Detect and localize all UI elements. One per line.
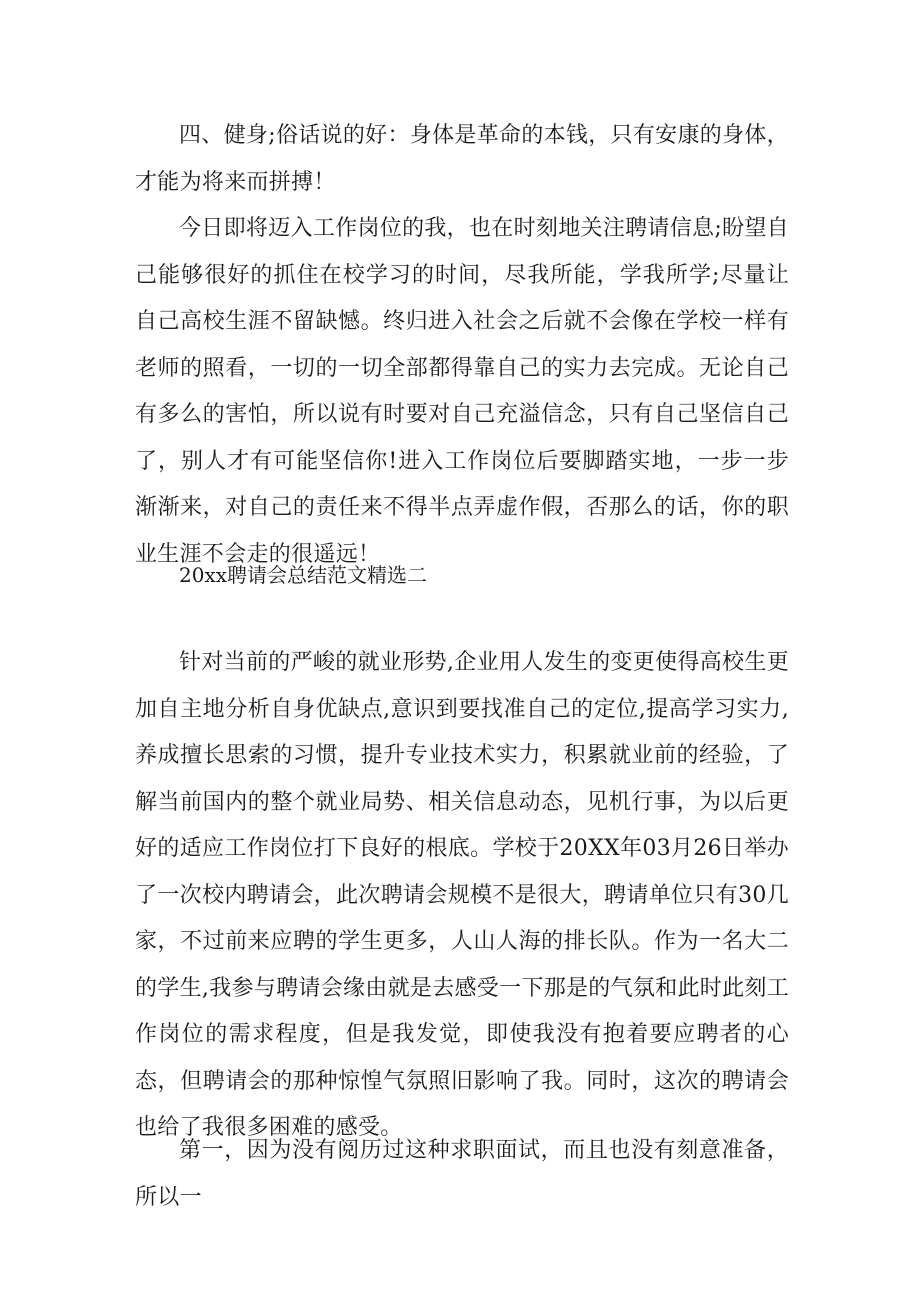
paragraph-job-preparation: 今日即将迈入工作岗位的我，也在时刻地关注聘请信息;盼望自己能够很好的抓住在校学习的时间，尽我所能，学我所学;尽量让自己高校生涯不留缺憾。终归进入社会之后就不会像在学校一样有老师的照看，一切的一切全部都得靠自己的实力去完成。无论自己有多么的害怕，所以说有时要对自己充溢信念，只有自己坚信自己了，别人才有可能坚信你!进入工作岗位后要脚踏实地，一步一步渐渐来，对自己的责任来不得半点弄虚作假，否那么的话，你的职业生涯不会走的很遥远！: [135, 216, 789, 567]
paragraph-first-point: 第一，因为没有阅历过这种求职面试，而且也没有刻意准备，所以一: [135, 1138, 789, 1210]
section-title: 20xx聘请会总结范文精选二: [179, 563, 428, 587]
paragraph-fitness: 四、健身;俗话说的好：身体是革命的本钱，只有安康的身体，才能为将来而拼搏！: [135, 123, 789, 195]
paragraph-job-fair-summary: 针对当前的严峻的就业形势,企业用人发生的变更使得高校生更加自主地分析自身优缺点,意识到要找准自己的定位,提高学习实力,养成擅长思索的习惯，提升专业技术实力，积累就业前的经验，了解当前国内的整个就业局势、相关信息动态，见机行事，为以后更好的适应工作岗位打下良好的根底。学校于20XX年03月26日举办了一次校内聘请会，此次聘请会规模不是很大，聘请单位只有30几家，不过前来应聘的学生更多，人山人海的排长队。作为一名大二的学生,我参与聘请会缘由就是去感受一下那是的气氛和此时此刻工作岗位的需求程度，但是我发觉，即使我没有抱着要应聘者的心态，但聘请会的那种惊惶气氛照旧影响了我。同时，这次的聘请会也给了我很多困难的感受。: [135, 650, 789, 1140]
